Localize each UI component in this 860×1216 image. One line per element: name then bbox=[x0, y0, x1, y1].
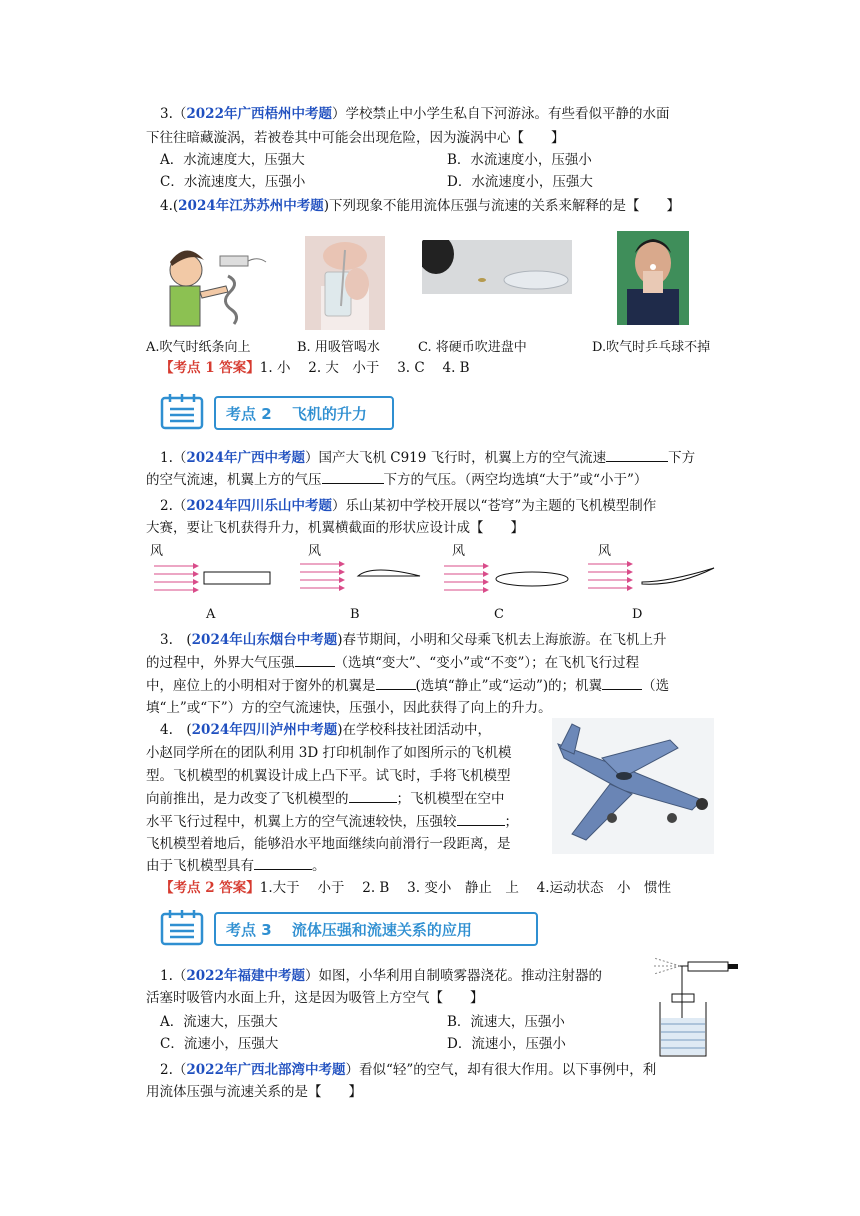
airplane-model-image bbox=[552, 718, 714, 854]
q2-4-line4: 向前推出，是力改变了飞机模型的 ；飞机模型在空中 bbox=[146, 791, 505, 807]
q2-4-line3: 型。飞机模型的机翼设计成上凸下平。试飞时，手将飞机模型 bbox=[146, 768, 511, 784]
q2-3-line1: 3. (2024年山东烟台中考题)春节期间，小明和父母乘飞机去上海旅游。在飞机上升 bbox=[160, 632, 667, 648]
option-a: A．水流速度大，压强大 bbox=[160, 152, 305, 168]
wind-label-b: 风 bbox=[308, 544, 322, 559]
source-tag: 2024年四川泸州中考题 bbox=[191, 722, 338, 738]
q1-3-line2: 下往往暗藏漩涡，若被卷其中可能会出现危险，因为漩涡中心【 】 bbox=[146, 130, 565, 146]
notepad-icon bbox=[160, 910, 204, 946]
label-c: C bbox=[494, 607, 504, 622]
source-tag: 2024年广西中考题 bbox=[186, 450, 305, 466]
notepad-icon bbox=[160, 394, 204, 430]
q3-1-line1: 1.（2022年福建中考题）如图，小华利用自制喷雾器浇花。推动注射器的 bbox=[160, 968, 602, 984]
q2-4-line2: 小赵同学所在的团队利用 3D 打印机制作了如图所示的飞机模 bbox=[146, 745, 512, 761]
caption-b: B. 用吸管喝水 bbox=[297, 340, 380, 355]
option-c: C．水流速度大，压强小 bbox=[160, 174, 306, 190]
q1-3-line1: 3.（2022年广西梧州中考题）学校禁止中小学生私自下河游泳。有些看似平静的水面 bbox=[160, 106, 670, 122]
section-3-heading bbox=[160, 910, 540, 946]
option-d: D．流速小，压强小 bbox=[447, 1036, 566, 1052]
option-d: D．水流速度小，压强大 bbox=[447, 174, 593, 190]
q2-2-line2: 大赛，要让飞机获得升力，机翼横截面的形状应设计成【 】 bbox=[146, 520, 524, 536]
section-2-heading bbox=[160, 394, 392, 430]
option-a-rect bbox=[154, 566, 270, 590]
q2-4-line5: 水平飞行过程中，机翼上方的空气流速较快，压强较 ； bbox=[146, 814, 518, 830]
option-c: C．流速小，压强大 bbox=[160, 1036, 279, 1052]
wind-label-c: 风 bbox=[452, 544, 466, 559]
label-a: A bbox=[206, 607, 216, 622]
q2-4-line1: 4. (2024年四川泸州中考题)在学校科技社团活动中， bbox=[160, 722, 492, 738]
q2-2-line1: 2.（2024年四川乐山中考题）乐山某初中学校开展以“苍穹”为主题的飞机模型制作 bbox=[160, 498, 657, 514]
source-tag: 2022年广西北部湾中考题 bbox=[186, 1062, 346, 1078]
caption-c: C. 将硬币吹进盘中 bbox=[418, 340, 527, 355]
section-3-title: 考点 3 流体压强和流速关系的应用 bbox=[214, 912, 538, 946]
q2-3-line2: 的过程中，外界大气压强 （选填“变大”、“变小”或“不变”）；在飞机飞行过程 bbox=[146, 655, 640, 671]
wind-label-d: 风 bbox=[598, 544, 612, 559]
q2-1-line1: 1.（2024年广西中考题）国产大飞机 C919 飞行时，机翼上方的空气流速 下方 bbox=[160, 450, 696, 466]
label-d: D bbox=[632, 607, 643, 622]
source-tag: 2022年广西梧州中考题 bbox=[186, 106, 332, 122]
q3-1-line2: 活塞时吸管内水面上升，这是因为吸管上方空气【 】 bbox=[146, 990, 484, 1006]
q2-4-line6: 飞机模型着地后，能够沿水平地面继续向前滑行一段距离，是 bbox=[146, 836, 511, 852]
caption-a: A.吹气时纸条向上 bbox=[146, 340, 251, 355]
q2-4-line7: 由于飞机模型具有 。 bbox=[146, 858, 326, 874]
wind-label-a: 风 bbox=[150, 544, 164, 559]
option-d-curved bbox=[588, 564, 714, 588]
drinking-with-straw-image bbox=[305, 236, 385, 330]
q1-4-line1: 4.(2024年江苏苏州中考题)下列现象不能用流体压强与流速的关系来解释的是【 】 bbox=[160, 198, 681, 214]
option-c-ellipse bbox=[444, 566, 568, 590]
source-tag: 2024年山东烟台中考题 bbox=[191, 632, 338, 648]
q2-3-line4: 填“上”或“下”）方的空气流速快，压强小，因此获得了向上的升力。 bbox=[146, 700, 552, 716]
label-b: B bbox=[350, 607, 360, 622]
option-b: B．水流速度小，压强小 bbox=[447, 152, 592, 168]
source-tag: 2024年江苏苏州中考题 bbox=[178, 198, 324, 214]
option-b: B．流速大，压强小 bbox=[447, 1014, 565, 1030]
source-tag: 2024年四川乐山中考题 bbox=[186, 498, 332, 514]
boy-blowing-paper-image bbox=[158, 236, 270, 330]
answer-1: 【考点 1 答案】1. 小 2. 大 小于 3. C 4. B bbox=[160, 360, 470, 376]
option-a: A．流速大，压强大 bbox=[160, 1014, 278, 1030]
source-tag: 2022年福建中考题 bbox=[186, 968, 305, 984]
q2-3-line3: 中，座位上的小明相对于窗外的机翼是 (选填“静止”或“运动”)的；机翼 （选 bbox=[146, 678, 670, 694]
q2-1-line2: 的空气流速，机翼上方的气压 下方的气压。（两空均选填“大于”或“小于”） bbox=[146, 472, 648, 488]
caption-d: D.吹气时乒乓球不掉 bbox=[592, 340, 711, 355]
q3-2-line1: 2.（2022年广西北部湾中考题）看似“轻”的空气，却有很大作用。以下事例中，利 bbox=[160, 1062, 657, 1078]
option-b-wing bbox=[300, 564, 420, 588]
answer-2: 【考点 2 答案】1.大于 小于 2. B 3. 变小 静止 上 4.运动状态 小 惯性 bbox=[160, 880, 671, 896]
ping-pong-blowing-image bbox=[617, 231, 689, 325]
sprayer-diagram bbox=[650, 952, 740, 1060]
section-2-title: 考点 2 飞机的升力 bbox=[214, 396, 394, 430]
coin-blowing-image bbox=[422, 240, 572, 294]
q3-2-line2: 用流体压强与流速关系的是【 】 bbox=[146, 1084, 362, 1100]
